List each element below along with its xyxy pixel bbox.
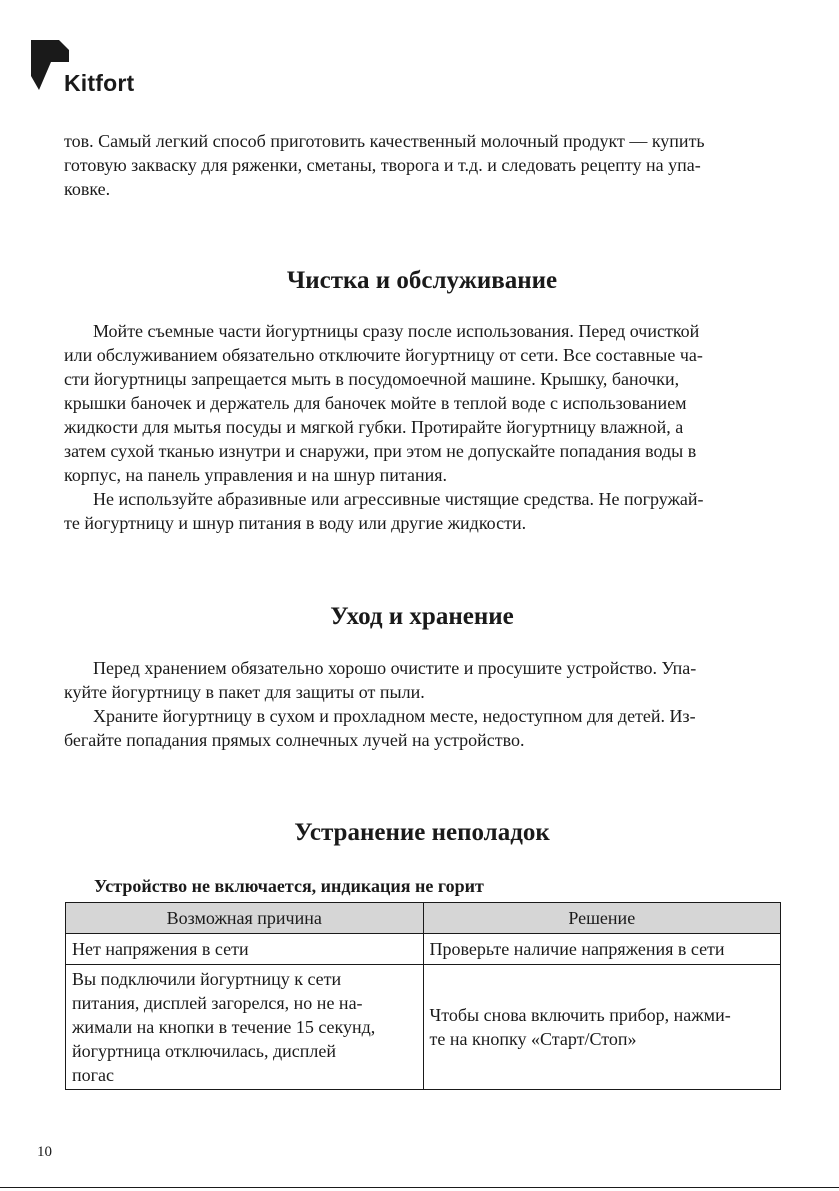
solution-cell: Чтобы снова включить прибор, нажми- те на кнопку «Старт/Стоп»: [423, 965, 781, 1090]
table-header-row: [66, 903, 781, 934]
cleaning-paragraph-2: Не используйте абразивные или агрессивные чистящие средства. Не погружай- те йогуртницу и шнур питания в воду или другие жидкости.: [64, 489, 704, 533]
cleaning-paragraph-1: Мойте съемные части йогуртницы сразу после использования. Перед очисткой или обслуживанием обязательно отключите йогуртницу от сети. Все составные ча- сти йогуртницы запрещается мыть в посудомоечной машине. Крышку, баночки, крышки баночек и держатель для баночек мойте в теплой воде с использованием жидкости для мытья посуды и мягкой губки. Протирайте йогуртницу влажной, а затем сухой тканью изнутри и снаружи, при этом не допускайте попадания воды в корпус, на панель управления и на шнур питания.: [64, 321, 703, 485]
cause-cell: Нет напряжения в сети: [66, 934, 424, 965]
section-title-storage: Уход и хранение: [330, 603, 514, 630]
brand-logo: [31, 40, 151, 100]
brand-name: Kitfort: [64, 70, 135, 96]
intro-section: [64, 129, 780, 201]
cleaning-section: [64, 319, 780, 535]
storage-paragraph-2: Храните йогуртницу в сухом и прохладном месте, недоступном для детей. Из- бегайте попадания прямых солнечных лучей на устройство.: [64, 706, 696, 750]
header-cause: Возможная причина: [66, 903, 424, 934]
troubleshooting-subtitle: Устройство не включается, индикация не горит: [94, 876, 484, 896]
table-row: [66, 934, 781, 965]
page-number: 10: [37, 1144, 52, 1160]
header-solution: Решение: [423, 903, 781, 934]
storage-paragraph-1: Перед хранением обязательно хорошо очистите и просушите устройство. Упа- куйте йогуртницу в пакет для защиты от пыли.: [64, 658, 697, 702]
table-row: [66, 965, 781, 1090]
section-title-cleaning: Чистка и обслуживание: [286, 267, 558, 294]
troubleshooting-table: [65, 902, 781, 1090]
storage-section: [64, 656, 780, 752]
section-title-troubleshooting: Устранение неполадок: [294, 819, 550, 846]
bottom-divider: [0, 1187, 839, 1188]
cause-cell: Вы подключили йогуртницу к сети питания, дисплей загорелся, но не на- жимали на кнопки в течение 15 секунд, йогуртница отключилась, дисплей погас: [66, 965, 424, 1090]
solution-cell: Проверьте наличие напряжения в сети: [423, 934, 781, 965]
intro-paragraph: тов. Самый легкий способ приготовить качественный молочный продукт — купить готовую закваску для ряженки, сметаны, творога и т.д. и следовать рецепту на упа- ковке.: [64, 131, 705, 199]
